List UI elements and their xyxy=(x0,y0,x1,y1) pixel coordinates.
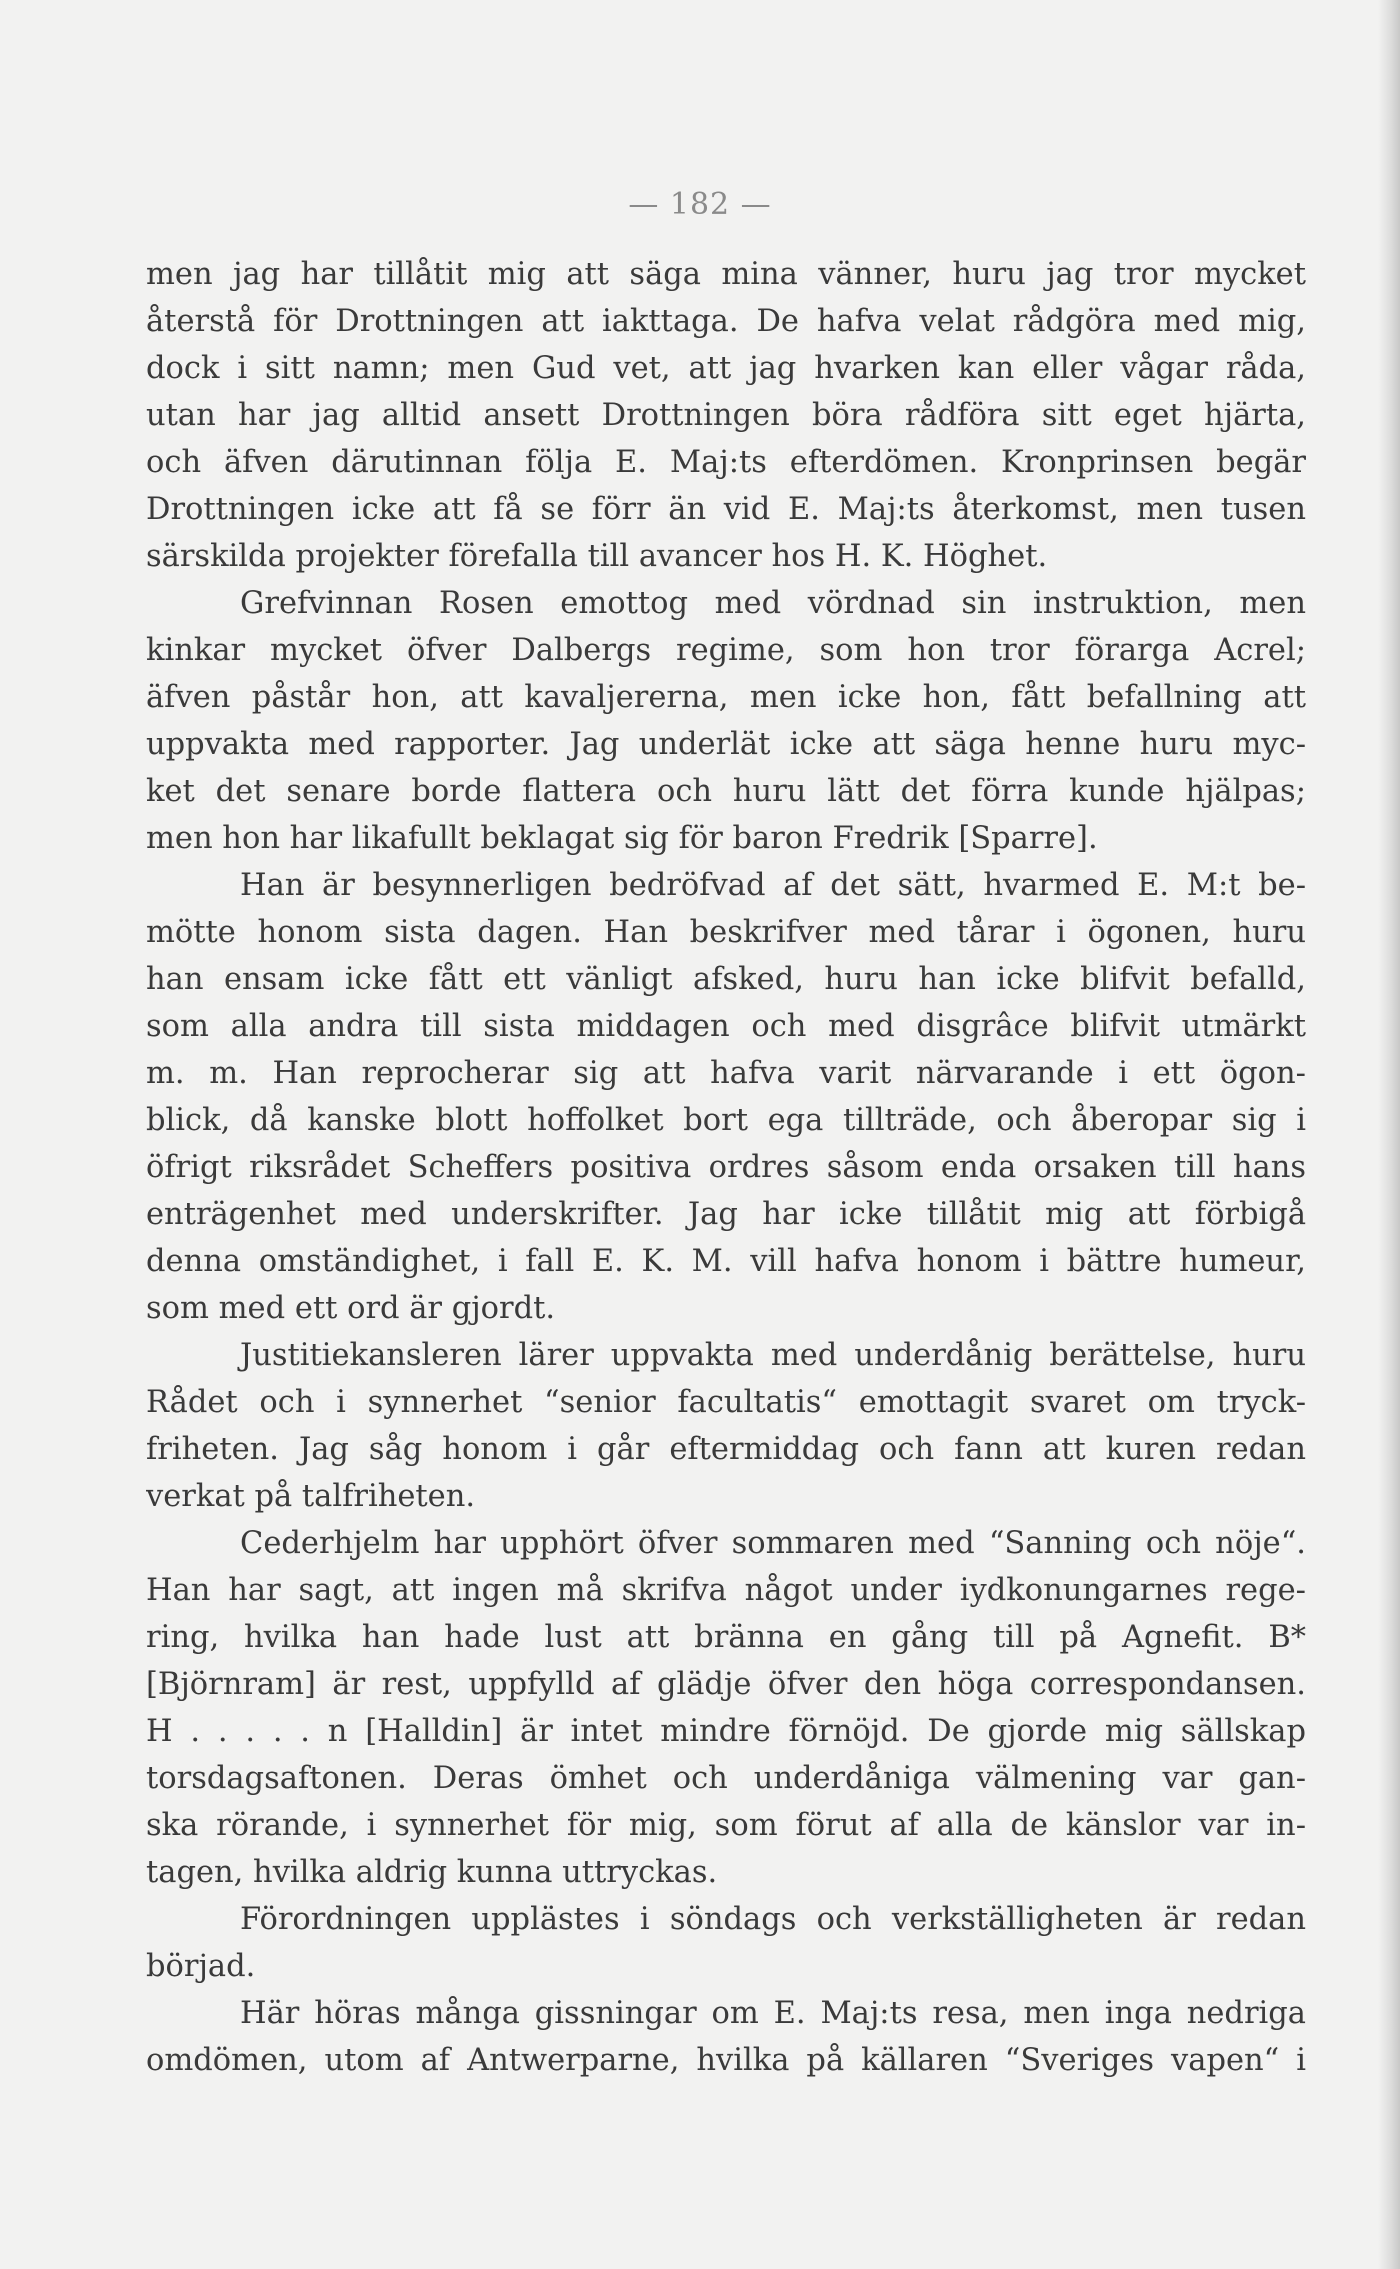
text-line: dock i sitt namn; men Gud vet, att jag hvarken kan eller vågar råda, xyxy=(146,351,1306,386)
text-line: ska rörande, i synnerhet för mig, som förut af alla de känslor var in- xyxy=(146,1808,1306,1843)
text-line: han ensam icke fått ett vänligt afsked, huru han icke blifvit befalld, xyxy=(146,962,1306,997)
text-line: tagen, hvilka aldrig kunna uttryckas. xyxy=(146,1855,718,1890)
text-line: ket det senare borde flattera och huru lätt det förra kunde hjälpas; xyxy=(146,774,1306,809)
text-line: som med ett ord är gjordt. xyxy=(146,1291,556,1326)
text-line: Cederhjelm har upphört öfver sommaren med “Sanning och nöje“. xyxy=(240,1526,1306,1561)
text-line: men hon har likafullt beklagat sig för baron Fredrik [Sparre]. xyxy=(146,821,1098,856)
text-line: Drottningen icke att få se förr än vid E. Maj:ts återkomst, men tusen xyxy=(146,492,1306,527)
body-text xyxy=(146,251,1306,2084)
text-line: äfven påstår hon, att kavaljererna, men icke hon, fått befallning att xyxy=(146,680,1306,715)
text-line: och äfven därutinnan följa E. Maj:ts efterdömen. Kronprinsen begär xyxy=(146,445,1306,480)
text-line: Här höras många gissningar om E. Maj:ts resa, men inga nedriga xyxy=(240,1996,1306,2031)
text-line: denna omständighet, i fall E. K. M. vill hafva honom i bättre humeur, xyxy=(146,1244,1306,1279)
text-line: Justitiekansleren lärer uppvakta med underdånig berättelse, huru xyxy=(240,1338,1306,1373)
text-line: torsdagsaftonen. Deras ömhet och underdåniga välmening var gan- xyxy=(146,1761,1306,1796)
text-line: m. m. Han reprocherar sig att hafva varit närvarande i ett ögon- xyxy=(146,1056,1306,1091)
text-line: uppvakta med rapporter. Jag underlät icke att säga henne huru myc- xyxy=(146,727,1306,762)
page-number: — 182 — xyxy=(628,187,772,222)
text-line: enträgenhet med underskrifter. Jag har icke tillåtit mig att förbigå xyxy=(146,1197,1306,1232)
text-line: börjad. xyxy=(146,1949,256,1984)
page-edge-shadow xyxy=(1378,0,1400,2269)
text-line: verkat på talfriheten. xyxy=(146,1479,476,1514)
text-line: [Björnram] är rest, uppfylld af glädje öfver den höga correspondansen. xyxy=(146,1667,1306,1702)
text-line: kinkar mycket öfver Dalbergs regime, som hon tror förarga Acrel; xyxy=(146,633,1306,668)
text-line: som alla andra till sista middagen och med disgrâce blifvit utmärkt xyxy=(146,1009,1306,1044)
text-line: H . . . . . n [Halldin] är intet mindre förnöjd. De gjorde mig sällskap xyxy=(146,1714,1306,1749)
text-line: blick, då kanske blott hoffolket bort ega tillträde, och åberopar sig i xyxy=(146,1103,1306,1138)
text-line: omdömen, utom af Antwerparne, hvilka på källaren “Sveriges vapen“ i xyxy=(146,2043,1306,2078)
text-line: Han har sagt, att ingen må skrifva något under iydkonungarnes rege- xyxy=(146,1573,1306,1608)
text-line: men jag har tillåtit mig att säga mina vänner, huru jag tror mycket xyxy=(146,257,1306,292)
text-line: Förordningen upplästes i söndags och verkställigheten är redan xyxy=(240,1902,1306,1937)
text-line: särskilda projekter förefalla till avancer hos H. K. Höghet. xyxy=(146,539,1048,574)
text-line: öfrigt riksrådet Scheffers positiva ordres såsom enda orsaken till hans xyxy=(146,1150,1306,1185)
text-line: friheten. Jag såg honom i går eftermiddag och fann att kuren redan xyxy=(146,1432,1306,1467)
text-line: återstå för Drottningen att iakttaga. De hafva velat rådgöra med mig, xyxy=(146,304,1306,339)
text-line: Han är besynnerligen bedröfvad af det sätt, hvarmed E. M:t be- xyxy=(240,868,1306,903)
text-line: utan har jag alltid ansett Drottningen böra rådföra sitt eget hjärta, xyxy=(146,398,1306,433)
text-line: ring, hvilka han hade lust att bränna en gång till på Agnefit. B* xyxy=(146,1620,1306,1655)
text-line: Grefvinnan Rosen emottog med vördnad sin instruktion, men xyxy=(240,586,1306,621)
text-line: mötte honom sista dagen. Han beskrifver med tårar i ögonen, huru xyxy=(146,915,1306,950)
text-line: Rådet och i synnerhet “senior facultatis“ emottagit svaret om tryck- xyxy=(146,1385,1306,1420)
